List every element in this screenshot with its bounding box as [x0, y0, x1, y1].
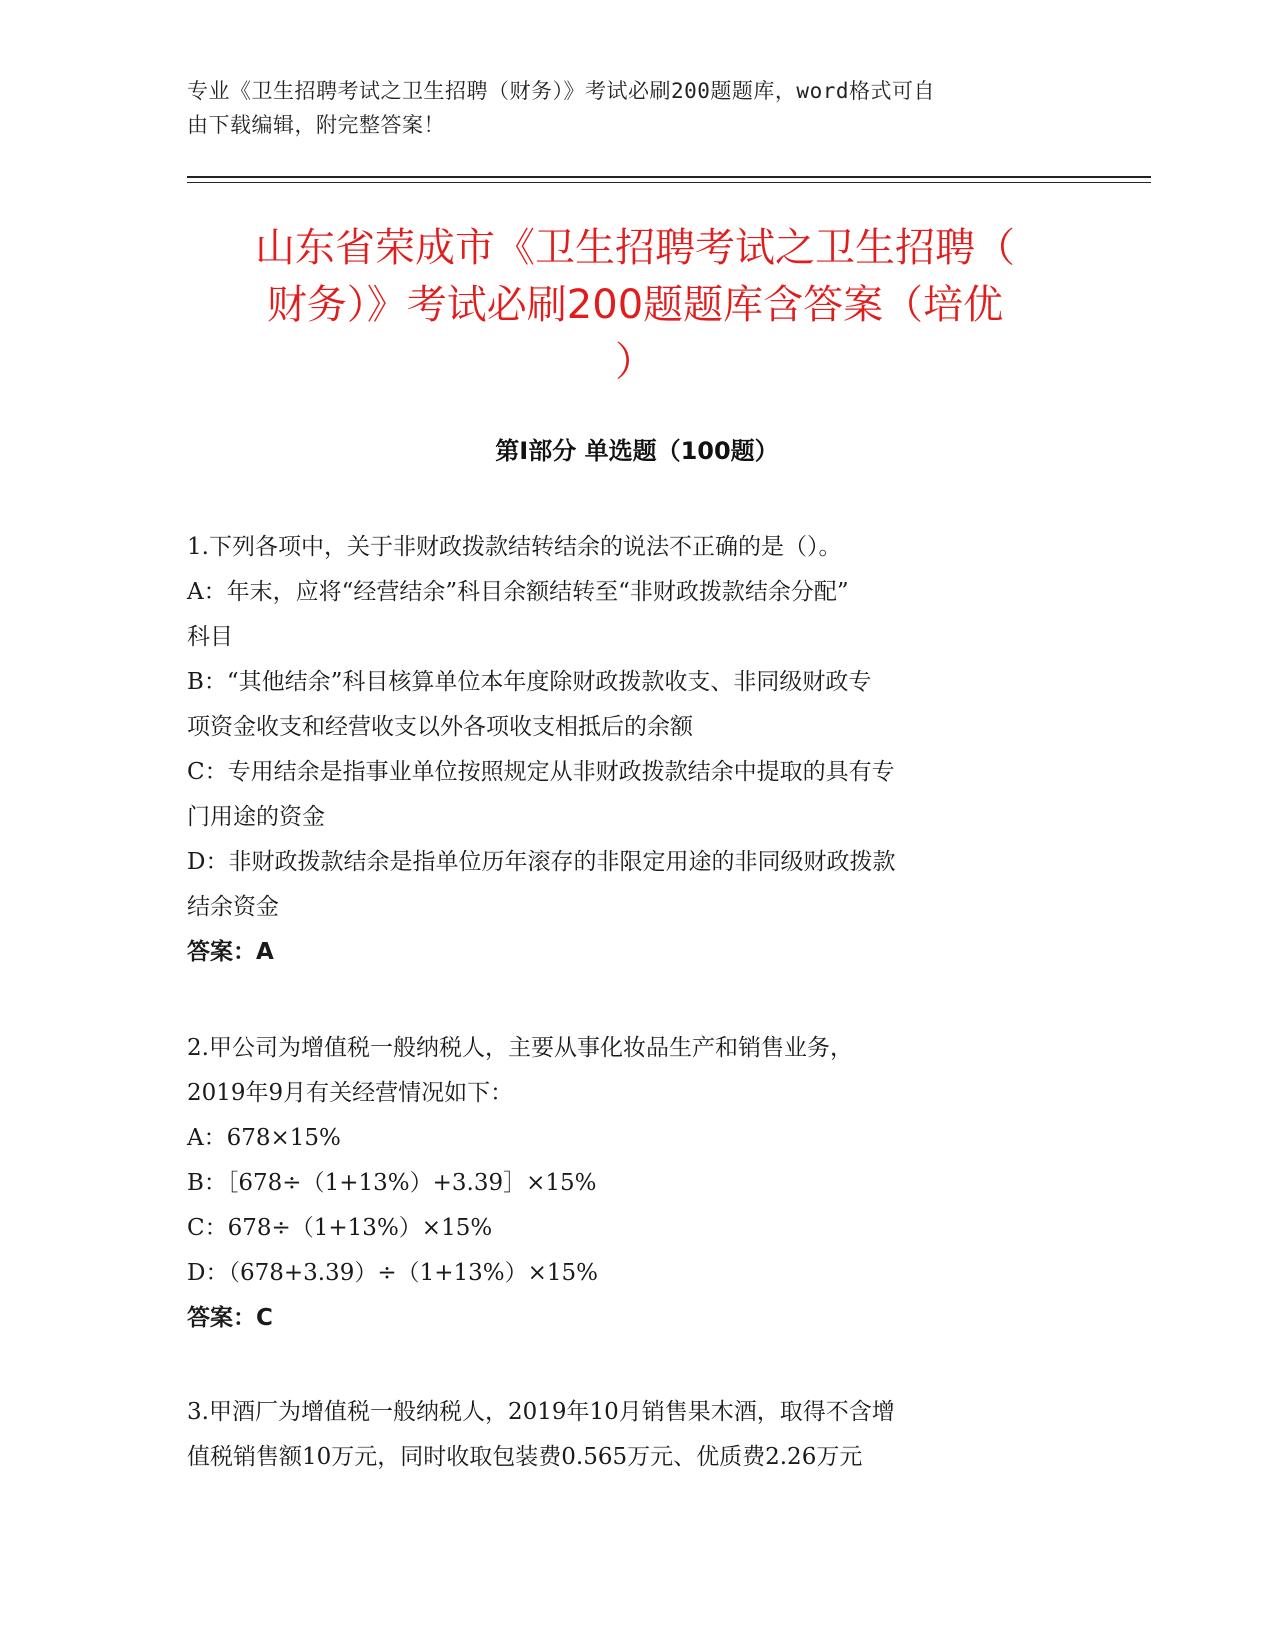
- option-a: A：年末，应将“经营结余”科目余额结转至“非财政拨款结余分配”: [187, 579, 849, 605]
- header-note-line: 由下载编辑，附完整答案！: [187, 113, 445, 137]
- question-stem: 1.下列各项中，关于非财政拨款结转结余的说法不正确的是（）。: [187, 534, 842, 560]
- option-b: B：［678÷（1+13%）+3.39］×15%: [187, 1170, 597, 1196]
- question-3: [187, 1390, 1067, 1480]
- question-1: [187, 525, 1067, 975]
- title-line: ）: [615, 339, 655, 385]
- answer: 答案：A: [187, 939, 274, 965]
- section-heading: 第I部分 单选题（100题）: [495, 437, 779, 465]
- title-line: 山东省荣成市《卫生招聘考试之卫生招聘（: [255, 225, 1015, 271]
- option-b-continued: 项资金收支和经营收支以外各项收支相抵后的余额: [187, 714, 693, 740]
- option-b: B：“其他结余”科目核算单位本年度除财政拨款收支、非同级财政专: [187, 669, 872, 695]
- option-d-continued: 结余资金: [187, 894, 279, 920]
- question-stem: 3.甲酒厂为增值税一般纳税人，2019年10月销售果木酒，取得不含增: [187, 1399, 895, 1425]
- header-divider-thin: [187, 182, 1151, 183]
- question-stem: 2.甲公司为增值税一般纳税人，主要从事化妆品生产和销售业务，: [187, 1035, 853, 1061]
- answer: 答案：C: [187, 1305, 273, 1331]
- option-c: C：678÷（1+13%）×15%: [187, 1215, 493, 1241]
- option-d: D：非财政拨款结余是指单位历年滚存的非限定用途的非同级财政拨款: [187, 849, 896, 875]
- question-stem-continued: 2019年9月有关经营情况如下：: [187, 1080, 514, 1106]
- header-note-line: 专业《卫生招聘考试之卫生招聘（财务）》考试必刷200题题库，word格式可自: [187, 79, 935, 103]
- option-d: D：（678+3.39）÷（1+13%）×15%: [187, 1260, 599, 1286]
- option-c-continued: 门用途的资金: [187, 804, 325, 830]
- option-a: A：678×15%: [187, 1125, 341, 1151]
- document-title: [195, 220, 1075, 391]
- question-stem-continued: 值税销售额10万元，同时收取包装费0.565万元、优质费2.26万元: [187, 1444, 863, 1470]
- header-divider: [187, 176, 1151, 178]
- header-note: [187, 74, 1067, 142]
- question-2: [187, 1026, 1067, 1341]
- title-line: 财务）》考试必刷200题题库含答案（培优: [266, 282, 1004, 328]
- option-a-continued: 科目: [187, 624, 233, 650]
- option-c: C：专用结余是指事业单位按照规定从非财政拨款结余中提取的具有专: [187, 759, 895, 785]
